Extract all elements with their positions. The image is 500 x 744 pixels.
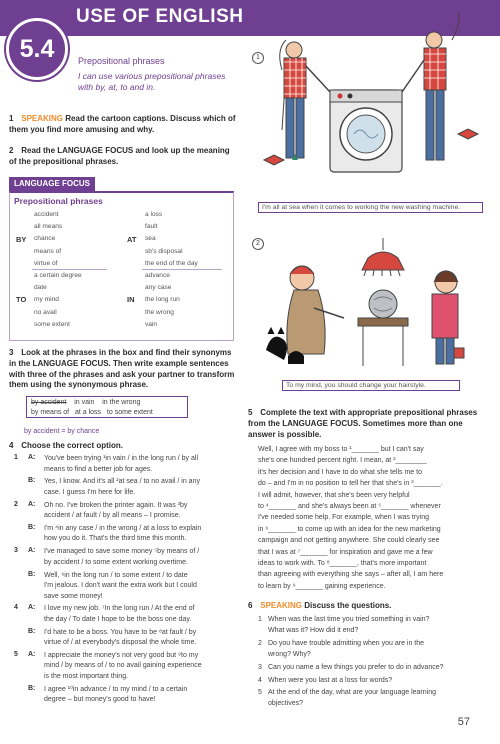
- dialogue-line: mind / by means of / to no avail gaining experience: [44, 662, 202, 670]
- question-line: objectives?: [268, 700, 304, 708]
- dialogue-number: 2: [14, 500, 18, 508]
- prep-in: IN: [127, 295, 135, 304]
- question-number: 3: [258, 663, 262, 671]
- dialogue-number: 1: [14, 454, 18, 461]
- cartoon-1-number: 1: [252, 52, 264, 64]
- dialogue-line: Well, ⁶in the long run / to some extent / to date: [44, 571, 188, 579]
- language-focus-title: Prepositional phrases: [14, 196, 103, 206]
- dialogue-line: I'm jealous. I don't want the extra work but I could: [44, 582, 197, 589]
- dialogue-line: degree – but money's good to have!: [44, 696, 156, 704]
- dialogue-speaker: A:: [28, 500, 36, 508]
- dialogue-line: case. I guess I'm here for life.: [44, 488, 136, 496]
- question-number: 5: [258, 689, 262, 697]
- dialogue-speaker: B:: [28, 570, 36, 578]
- question-line: When was the last time you tried something in vain?: [268, 616, 430, 623]
- lesson-subtitle: Prepositional phrases: [78, 56, 165, 66]
- gap-fill-line: she's one hundred percent right. I mean, at ²________: [258, 457, 427, 465]
- exercise-3: 3 Look at the phrases in the box and find their synonyms in the LANGUAGE FOCUS. Then write example sentences with three of the phrases and ask your partner to transform them using the synonymous phrase.: [9, 348, 235, 390]
- gap-fill-line: ideas to work with. To ⁸_______, that's more important: [258, 560, 427, 567]
- exercise-1-text: Read the cartoon captions. Discuss which of them you find more amusing and why.: [9, 114, 236, 134]
- unit-number: 5.4: [19, 35, 55, 63]
- language-focus-heading: LANGUAGE FOCUS: [9, 177, 95, 191]
- at-phrases: a loss fault sea sb's disposal the end of the day: [145, 211, 198, 267]
- dialogue-line: You've been trying ¹in vain / in the long run / by all: [44, 455, 199, 462]
- fortune-teller-cartoon: [258, 238, 483, 373]
- gap-fill-line: it's her decision and I have to do what she tells me to: [258, 468, 422, 476]
- exercise-5-text: Complete the text with appropriate prepositional phrases from the LANGUAGE FOCUS. Sometimes more than one answer is possible.: [248, 408, 478, 439]
- exercise-5: 5 Complete the text with appropriate prepositional phrases from the LANGUAGE FOCUS. Sometimes more than one answer is possible.: [248, 408, 478, 439]
- dialogue-line: how you do it. That's the third time this month.: [44, 535, 187, 543]
- unit-badge: [6, 18, 68, 80]
- question-number: 4: [258, 676, 262, 684]
- question-line: Can you name a few things you prefer to do in advance?: [268, 663, 444, 671]
- dialogue-line: I love my new job. ⁷In the long run / At the end of: [44, 605, 195, 613]
- question-number: 2: [258, 639, 262, 647]
- phrase-box: by accident in vain in the wrong by means of at a loss to some extent: [26, 396, 188, 418]
- exercise-6: 6 SPEAKING Discuss the questions.: [248, 601, 392, 610]
- gap-fill-line: campaign and not getting anywhere. She could clearly see: [258, 537, 440, 545]
- dialogue-line: virtue of / at everybody's disposal the whole time.: [44, 639, 197, 647]
- dialogue-speaker: A:: [28, 454, 36, 461]
- by-phrases: accident all means chance means of virtue of: [34, 211, 63, 267]
- page-number: 57: [457, 716, 470, 728]
- dialogue-line: is the most important thing.: [44, 672, 129, 680]
- example-answer: by accident = by chance: [24, 428, 100, 435]
- dialogue-line: I appreciate the money's not very good but ⁹to my: [44, 651, 199, 659]
- dialogue-line: save some money!: [44, 592, 103, 600]
- in-phrases: advance any case the long run the wrong vain: [145, 272, 180, 328]
- dialogue-number: 5: [14, 650, 18, 658]
- speaking-label: SPEAKING: [21, 114, 64, 123]
- dialogue-line: I'd hate to be a boss. You have to be ⁸at fault / by: [44, 628, 197, 636]
- gap-fill-line: I've needed some help. For example, when I was trying: [258, 514, 429, 522]
- dialogue-speaker: A:: [28, 547, 36, 555]
- dialogue-line: Oh no. I've broken the printer again. It was ³by: [44, 501, 188, 509]
- question-line: When were you last at a loss for words?: [268, 676, 393, 684]
- exercise-3-text: Look at the phrases in the box and find their synonyms in the LANGUAGE FOCUS. Then write example sentences with three of the phrases and ask your partner to transform them using the synonymous phrase.: [9, 348, 235, 390]
- dialogue-line: I'm ⁴in any case / in the wrong / at a loss to explain: [44, 524, 202, 532]
- washing-machine-cartoon: [262, 10, 487, 195]
- cartoon-2-caption: To my mind, you should change your hairstyle.: [282, 380, 460, 391]
- gap-fill-line: that I was at ⁷_______ for inspiration and gave me a few: [258, 548, 433, 556]
- language-focus-box: [9, 191, 234, 341]
- dialogue-line: by accident / to some extent working overtime.: [44, 558, 188, 566]
- page-title: USE OF ENGLISH: [76, 6, 244, 27]
- dialogue-line: I've managed to save some money ⁵by means of /: [44, 548, 200, 556]
- gap-fill-line: than agreeing with everything she says – after all, I am here: [258, 571, 444, 579]
- dialogue-line: the day / To date I hope to be the boss one day.: [44, 615, 192, 623]
- gap-fill-line: to ⁴_______ and she's always been at ⁵_______ whenever: [258, 503, 441, 510]
- dialogue-line: means to find a better job for ages.: [44, 465, 153, 473]
- dialogue-speaker: A:: [28, 650, 36, 658]
- dialogue-number: 3: [14, 547, 18, 555]
- dialogue-speaker: B:: [28, 684, 36, 692]
- exercise-1: 1 SPEAKING Read the cartoon captions. Discuss which of them you find more amusing and why.: [9, 114, 236, 134]
- gap-fill-line: I will admit, however, that she's been very helpful: [258, 491, 410, 499]
- question-line: Do you have trouble admitting when you are in the: [268, 639, 425, 647]
- question-line: At the end of the day, what are your language learning: [268, 689, 436, 697]
- question-line: wrong? Why?: [268, 651, 311, 659]
- question-number: 1: [258, 616, 262, 623]
- to-phrases: a certain degree date my mind no avail some extent: [34, 272, 82, 328]
- exercise-6-text: Discuss the questions.: [304, 601, 392, 610]
- speaking-label: SPEAKING: [260, 601, 303, 610]
- cartoon-2-number: 2: [252, 238, 264, 250]
- dialogue-line: accident / at fault / by all means – I promise.: [44, 512, 181, 520]
- exercise-4: 4 Choose the correct option.: [9, 441, 124, 450]
- dialogue-speaker: A:: [28, 604, 36, 612]
- exercise-2-text: Read the LANGUAGE FOCUS and look up the meaning of the prepositional phrases.: [9, 146, 230, 166]
- dialogue-speaker: B:: [28, 523, 36, 531]
- lesson-objective: I can use various prepositional phrases with by, at, to and in.: [78, 71, 226, 93]
- cartoon-1-caption: I'm all at sea when it comes to working the new washing machine.: [258, 202, 483, 213]
- prep-at: AT: [127, 235, 137, 244]
- exercise-2: 2 Read the LANGUAGE FOCUS and look up the meaning of the prepositional phrases.: [9, 146, 230, 166]
- dialogue-speaker: B:: [28, 477, 36, 485]
- question-line: What was it? How did it end?: [268, 627, 359, 635]
- dialogue-line: I agree ¹⁰in advance / to my mind / to a certain: [44, 685, 188, 693]
- gap-fill-line: to learn by ⁹_______ gaining experience.: [258, 582, 386, 590]
- dialogue-number: 4: [14, 604, 18, 612]
- gap-fill-line: do – and I'm in no position to tell her that she's in ³_______.: [258, 480, 443, 488]
- gap-fill-line: in ⁶_______ to come up with an idea for the new marketing: [258, 525, 441, 533]
- dialogue-line: Yes, I know. And it's all ²at sea / to no avail / in any: [44, 478, 200, 486]
- prep-by: BY: [16, 235, 27, 244]
- exercise-4-text: Choose the correct option.: [21, 441, 124, 450]
- gap-fill-line: Well, I agree with my boss to ¹_______ but I can't say: [258, 446, 424, 453]
- dialogue-speaker: B:: [28, 627, 36, 635]
- prep-to: TO: [16, 295, 27, 304]
